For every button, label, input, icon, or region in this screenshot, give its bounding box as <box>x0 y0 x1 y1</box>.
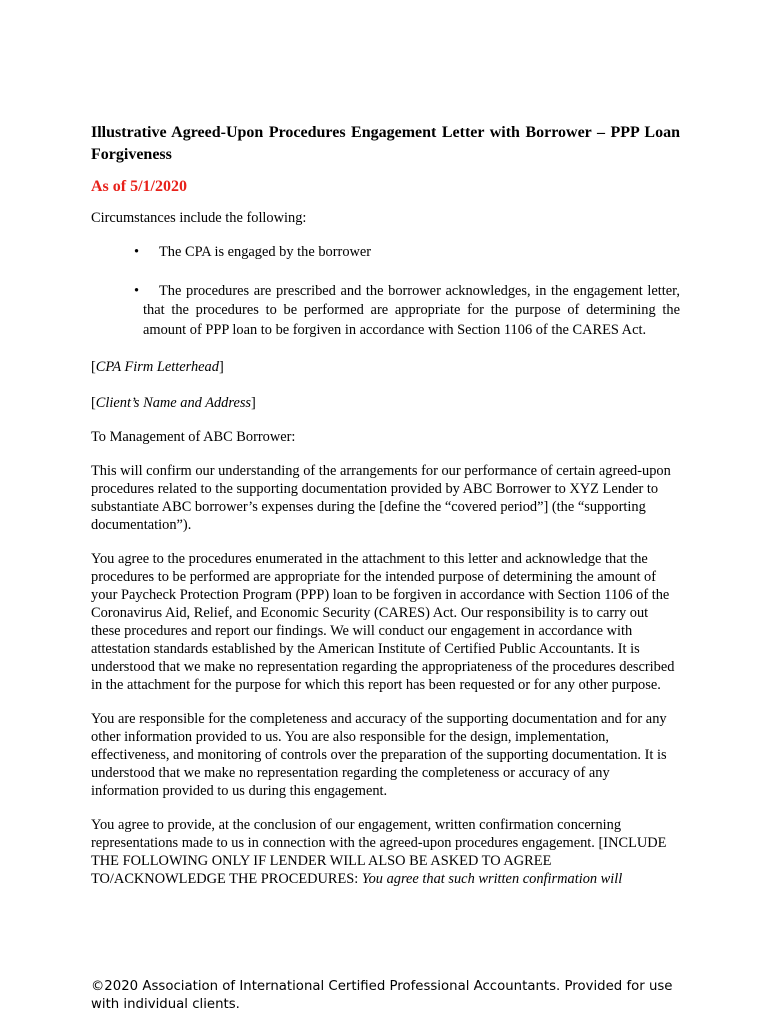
list-item-text: The procedures are prescribed and the borrower acknowledges, in the engagement letter, that the procedures to be performed are appropriate for the purpose of determining the amount of PPP loan to be forgiven in accordance with Section 1106 of the CARES Act. <box>143 282 680 338</box>
paragraph-confirmation <box>91 816 680 888</box>
copyright-footer: ©2020 Association of International Certified Professional Accountants. Provided for use with individual clients. <box>91 979 673 1012</box>
paragraph-responsibility: You are responsible for the completeness and accuracy of the supporting documentation and for any other information provided to us. You are also responsible for the design, implementation, effectiveness, and monitoring of controls over the preparation of the supporting documentation. It is understood that we make no representation regarding the completeness or accuracy of any information provided to us during this engagement. <box>91 711 667 799</box>
bullet-icon: • <box>134 282 140 299</box>
letterhead-text: CPA Firm Letterhead <box>95 359 219 375</box>
confirmation-plain-text: You agree to provide, at the conclusion of our engagement, written confirmation concerning representations made to us in connection with the agreed-upon procedures engagement. [INCLUDE THE FOLLOWING ONLY IF LENDER WILL ALSO BE ASKED TO AGREE TO/ACKNOWLEDGE THE PROCEDURES: <box>91 817 667 887</box>
as-of-date: As of 5/1/2020 <box>91 178 187 195</box>
document-title: Illustrative Agreed-Upon Procedures Engagement Letter with Borrower – PPP Loan Forgiveness <box>91 124 680 163</box>
bullet-icon: • <box>134 244 140 260</box>
list-item-text: The CPA is engaged by the borrower <box>159 244 372 260</box>
circumstances-list <box>91 243 680 340</box>
letterhead-placeholder: [CPA Firm Letterhead] <box>91 359 224 375</box>
list-item <box>91 243 680 263</box>
client-text: Client’s Name and Address <box>95 395 252 411</box>
intro-text: Circumstances include the following: <box>91 210 307 226</box>
salutation: To Management of ABC Borrower: <box>91 429 296 445</box>
paragraph-procedures: You agree to the procedures enumerated in the attachment to this letter and acknowledge that the procedures to be performed are appropriate for the intended purpose of determining the amount of your Paycheck Protection Program (PPP) loan to be forgiven in accordance with Section 1106 of the Coronavirus Aid, Relief, and Economic Security (CARES) Act. Our responsibility is to carry out these procedures and report our findings. We will conduct our engagement in accordance with attestation standards established by the American Institute of Certified Public Accountants. It is understood that we make no representation regarding the appropriateness of the procedures described in the attachment for the purpose for which this report has been requested or for any other purpose. <box>91 551 675 693</box>
client-placeholder: [Client’s Name and Address] <box>91 395 256 411</box>
list-item <box>91 282 680 341</box>
letter-body <box>91 122 680 888</box>
confirmation-italic-text: You agree that such written confirmation will <box>361 871 623 887</box>
paragraph-understanding: This will confirm our understanding of the arrangements for our performance of certain agreed-upon procedures related to the supporting documentation provided by ABC Borrower to XYZ Lender to substantiate ABC borrower’s expenses during the [define the “covered period”] (the “supporting documentation”). <box>91 463 671 533</box>
